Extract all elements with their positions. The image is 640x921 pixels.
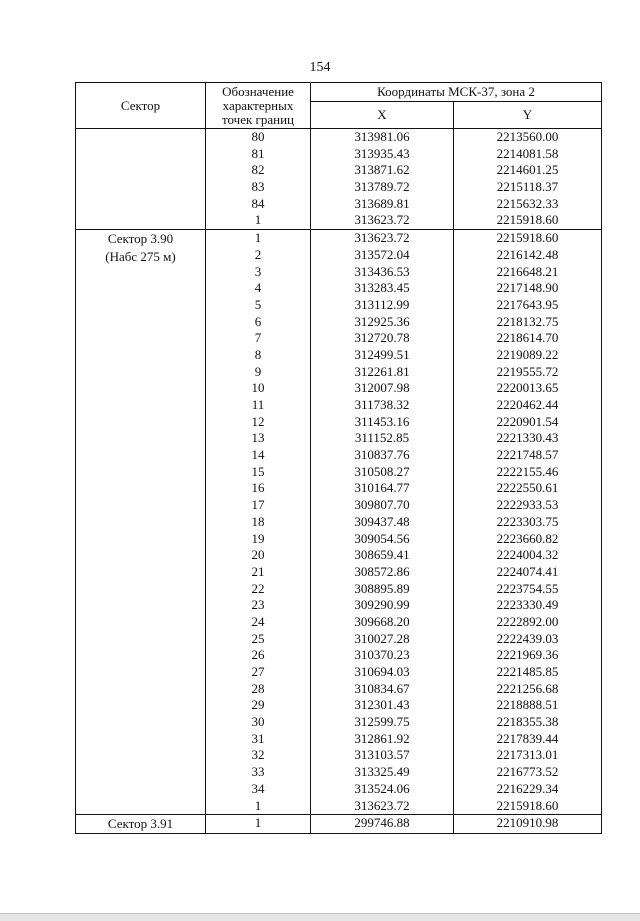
x-cell: 309807.70 [311,497,454,514]
point-cell: 6 [206,314,311,331]
y-cell: 2215918.60 [454,212,602,229]
y-cell: 2216773.52 [454,764,602,781]
x-cell: 313524.06 [311,781,454,798]
y-cell: 2221485.85 [454,664,602,681]
x-cell: 309290.99 [311,597,454,614]
y-cell: 2220462.44 [454,397,602,414]
point-cell: 17 [206,497,311,514]
y-cell: 2223754.55 [454,581,602,598]
x-cell: 310508.27 [311,464,454,481]
table-row [76,815,602,834]
point-cell: 81 [206,146,311,163]
y-cell: 2223330.49 [454,597,602,614]
x-cell: 313112.99 [311,297,454,314]
x-cell: 313981.06 [311,129,454,146]
x-cell: 312261.81 [311,364,454,381]
x-cell: 309668.20 [311,614,454,631]
x-cell: 299746.88 [311,815,454,834]
y-cell: 2223660.82 [454,531,602,548]
y-cell: 2220013.65 [454,380,602,397]
point-cell: 1 [206,212,311,229]
table-row [76,230,602,247]
x-cell: 313572.04 [311,247,454,264]
point-cell: 26 [206,647,311,664]
y-cell: 2219089.22 [454,347,602,364]
point-cell: 20 [206,547,311,564]
point-cell: 30 [206,714,311,731]
point-cell: 32 [206,747,311,764]
x-cell: 311152.85 [311,430,454,447]
header-point: Обозначение характерных точек границ [206,83,311,129]
point-cell: 80 [206,129,311,146]
y-cell: 2217148.90 [454,280,602,297]
x-cell: 313935.43 [311,146,454,163]
point-cell: 1 [206,798,311,815]
point-cell: 2 [206,247,311,264]
point-cell: 83 [206,179,311,196]
header-sector: Сектор [76,83,206,129]
x-cell: 313623.72 [311,798,454,815]
x-cell: 309054.56 [311,531,454,548]
x-cell: 310164.77 [311,480,454,497]
y-cell: 2221330.43 [454,430,602,447]
point-cell: 4 [206,280,311,297]
x-cell: 313789.72 [311,179,454,196]
sector-cell [76,815,206,834]
x-cell: 312599.75 [311,714,454,731]
x-cell: 313623.72 [311,212,454,229]
y-cell: 2221969.36 [454,647,602,664]
point-cell: 25 [206,631,311,648]
x-cell: 310694.03 [311,664,454,681]
point-cell: 5 [206,297,311,314]
point-cell: 21 [206,564,311,581]
y-cell: 2218132.75 [454,314,602,331]
y-cell: 2216229.34 [454,781,602,798]
y-cell: 2215918.60 [454,798,602,815]
header-coordinates: Координаты МСК-37, зона 2 [311,83,602,102]
y-cell: 2221748.57 [454,447,602,464]
page-number: 154 [309,60,331,75]
y-cell: 2215118.37 [454,179,602,196]
point-cell: 11 [206,397,311,414]
y-cell: 2216142.48 [454,247,602,264]
x-cell: 312007.98 [311,380,454,397]
sector-label-line: Сектор 3.91 [107,816,174,832]
point-cell: 18 [206,514,311,531]
point-cell: 31 [206,731,311,748]
x-cell: 313871.62 [311,162,454,179]
x-cell: 313623.72 [311,230,454,247]
point-cell: 15 [206,464,311,481]
y-cell: 2222550.61 [454,480,602,497]
x-cell: 313325.49 [311,764,454,781]
x-cell: 313689.81 [311,196,454,213]
y-cell: 2219555.72 [454,364,602,381]
point-cell: 29 [206,697,311,714]
y-cell: 2222155.46 [454,464,602,481]
point-cell: 23 [206,597,311,614]
y-cell: 2222439.03 [454,631,602,648]
x-cell: 313436.53 [311,264,454,281]
y-cell: 2222933.53 [454,497,602,514]
point-cell: 13 [206,430,311,447]
y-cell: 2218888.51 [454,697,602,714]
x-cell: 311453.16 [311,414,454,431]
x-cell: 312861.92 [311,731,454,748]
table-row [76,129,602,146]
y-cell: 2213560.00 [454,129,602,146]
y-cell: 2220901.54 [454,414,602,431]
point-cell: 24 [206,614,311,631]
point-cell: 16 [206,480,311,497]
table-body [76,129,602,834]
sector-label-line: (Набс 275 м) [105,249,176,265]
header-x: X [311,102,454,129]
y-cell: 2224004.32 [454,547,602,564]
y-cell: 2216648.21 [454,264,602,281]
y-cell: 2215632.33 [454,196,602,213]
coordinates-table [75,82,602,834]
x-cell: 312720.78 [311,330,454,347]
x-cell: 312925.36 [311,314,454,331]
y-cell: 2217313.01 [454,747,602,764]
point-cell: 22 [206,581,311,598]
x-cell: 312499.51 [311,347,454,364]
x-cell: 308572.86 [311,564,454,581]
x-cell: 309437.48 [311,514,454,531]
y-cell: 2223303.75 [454,514,602,531]
x-cell: 308659.41 [311,547,454,564]
y-cell: 2217839.44 [454,731,602,748]
x-cell: 310027.28 [311,631,454,648]
point-cell: 19 [206,531,311,548]
y-cell: 2218355.38 [454,714,602,731]
point-cell: 27 [206,664,311,681]
point-cell: 84 [206,196,311,213]
sector-cell [76,129,206,230]
point-cell: 9 [206,364,311,381]
point-cell: 28 [206,681,311,698]
x-cell: 313103.57 [311,747,454,764]
y-cell: 2214601.25 [454,162,602,179]
x-cell: 308895.89 [311,581,454,598]
sector-label-line: Сектор 3.90 [107,231,174,247]
y-cell: 2224074.41 [454,564,602,581]
y-cell: 2218614.70 [454,330,602,347]
x-cell: 310370.23 [311,647,454,664]
y-cell: 2215918.60 [454,230,602,247]
point-cell: 3 [206,264,311,281]
y-cell: 2210910.98 [454,815,602,834]
x-cell: 310837.76 [311,447,454,464]
point-cell: 33 [206,764,311,781]
point-cell: 7 [206,330,311,347]
x-cell: 311738.32 [311,397,454,414]
x-cell: 310834.67 [311,681,454,698]
y-cell: 2221256.68 [454,681,602,698]
y-cell: 2217643.95 [454,297,602,314]
point-cell: 1 [206,230,311,247]
point-cell: 8 [206,347,311,364]
table-header [76,83,602,129]
point-cell: 82 [206,162,311,179]
y-cell: 2222892.00 [454,614,602,631]
header-y: Y [454,102,602,129]
y-cell: 2214081.58 [454,146,602,163]
point-cell: 1 [206,815,311,834]
point-cell: 12 [206,414,311,431]
x-cell: 312301.43 [311,697,454,714]
point-cell: 10 [206,380,311,397]
point-cell: 14 [206,447,311,464]
x-cell: 313283.45 [311,280,454,297]
sector-cell [76,230,206,815]
point-cell: 34 [206,781,311,798]
